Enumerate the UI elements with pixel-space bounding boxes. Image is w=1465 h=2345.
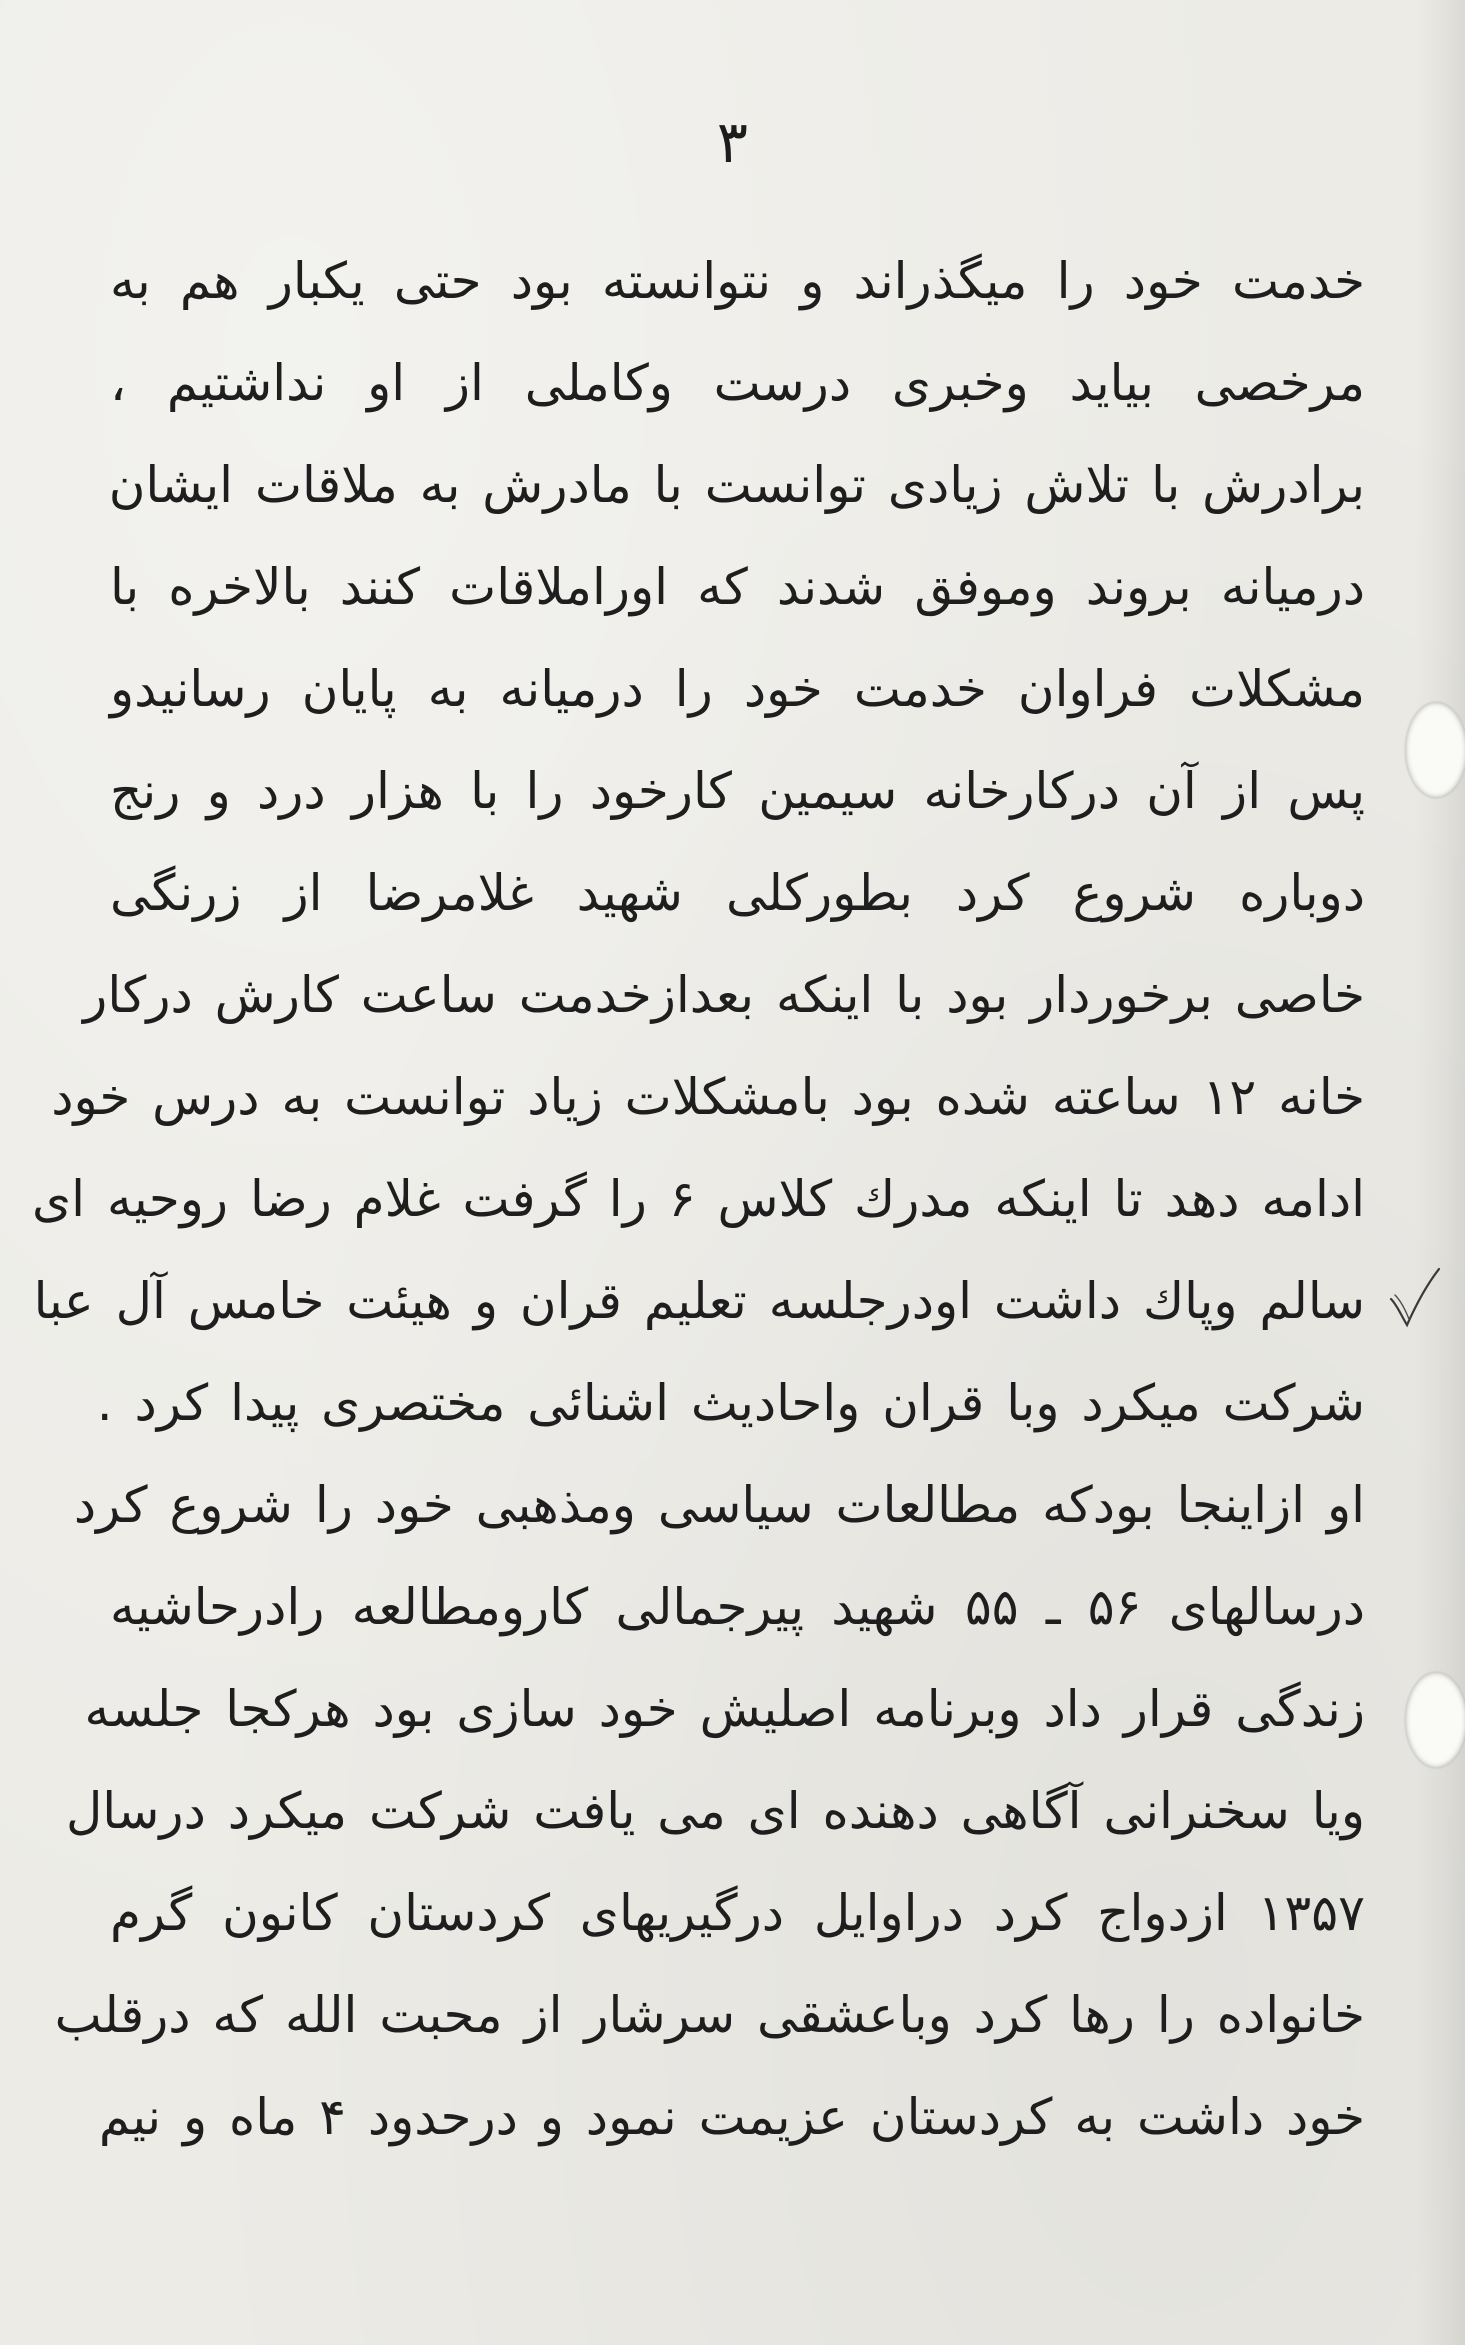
text-line: پس از آن درکارخانه سیمین کارخود را با هزار درد و رنج (110, 762, 1365, 820)
text-line: مشکلات فراوان خدمت خود را درمیانه به پایان رسانیدو (110, 660, 1365, 718)
text-line: درمیانه بروند وموفق شدند که اوراملاقات کنند بالاخره با (110, 558, 1365, 616)
text-line: خود داشت به کردستان عزیمت نمود و درحدود ۴ ماه و نیم (98, 2088, 1365, 2146)
page-edge-shadow (1415, 0, 1465, 2345)
punch-hole-upper (1405, 702, 1465, 798)
handwritten-check-mark-icon (1385, 1265, 1445, 1335)
text-line: ادامه دهد تا اینکه مدرك کلاس ۶ را گرفت غلام رضا روحیه ای (32, 1170, 1365, 1228)
text-line: مرخصی بیاید وخبری درست وکاملی از او نداشتیم ، (110, 354, 1365, 412)
punch-hole-lower (1405, 1672, 1465, 1768)
text-line: سالم وپاك داشت اودرجلسه تعلیم قران و هیئت خامس آل عبا (33, 1272, 1365, 1330)
text-line: او ازاینجا بودکه مطالعات سیاسی ومذهبی خود را شروع کرد (73, 1476, 1365, 1534)
text-line: ویا سخنرانی آگاهی دهنده ای می یافت شرکت میکرد درسال (65, 1782, 1365, 1840)
page-number: ۳ (716, 108, 749, 176)
text-line: خاصی برخوردار بود با اینکه بعدازخدمت ساعت کارش درکار (83, 966, 1365, 1024)
text-line: ۱۳۵۷ ازدواج کرد دراوایل درگیریهای کردستان کانون گرم (110, 1884, 1365, 1942)
text-line: درسالهای ۵۶ ـ ۵۵ شهید پیرجمالی کارومطالعه رادرحاشیه (110, 1578, 1365, 1636)
text-line: دوباره شروع کرد بطورکلی شهید غلامرضا از زرنگی (110, 864, 1365, 922)
text-line: شرکت میکرد وبا قران واحادیث اشنائی مختصری پیدا کرد . (96, 1374, 1365, 1432)
text-line: برادرش با تلاش زیادی توانست با مادرش به ملاقات ایشان (108, 456, 1365, 514)
text-line: زندگی قرار داد وبرنامه اصلیش خود سازی بود هرکجا جلسه (84, 1680, 1365, 1738)
text-line: خانواده را رها کرد وباعشقی سرشار از محبت الله که درقلب (54, 1986, 1365, 2044)
body-text (32, 230, 1365, 2168)
text-line: خانه ۱۲ ساعته شده بود بامشکلات زیاد توانست به درس خود (51, 1068, 1365, 1126)
text-line: خدمت خود را میگذراند و نتوانسته بود حتی یکبار هم به (110, 252, 1365, 310)
